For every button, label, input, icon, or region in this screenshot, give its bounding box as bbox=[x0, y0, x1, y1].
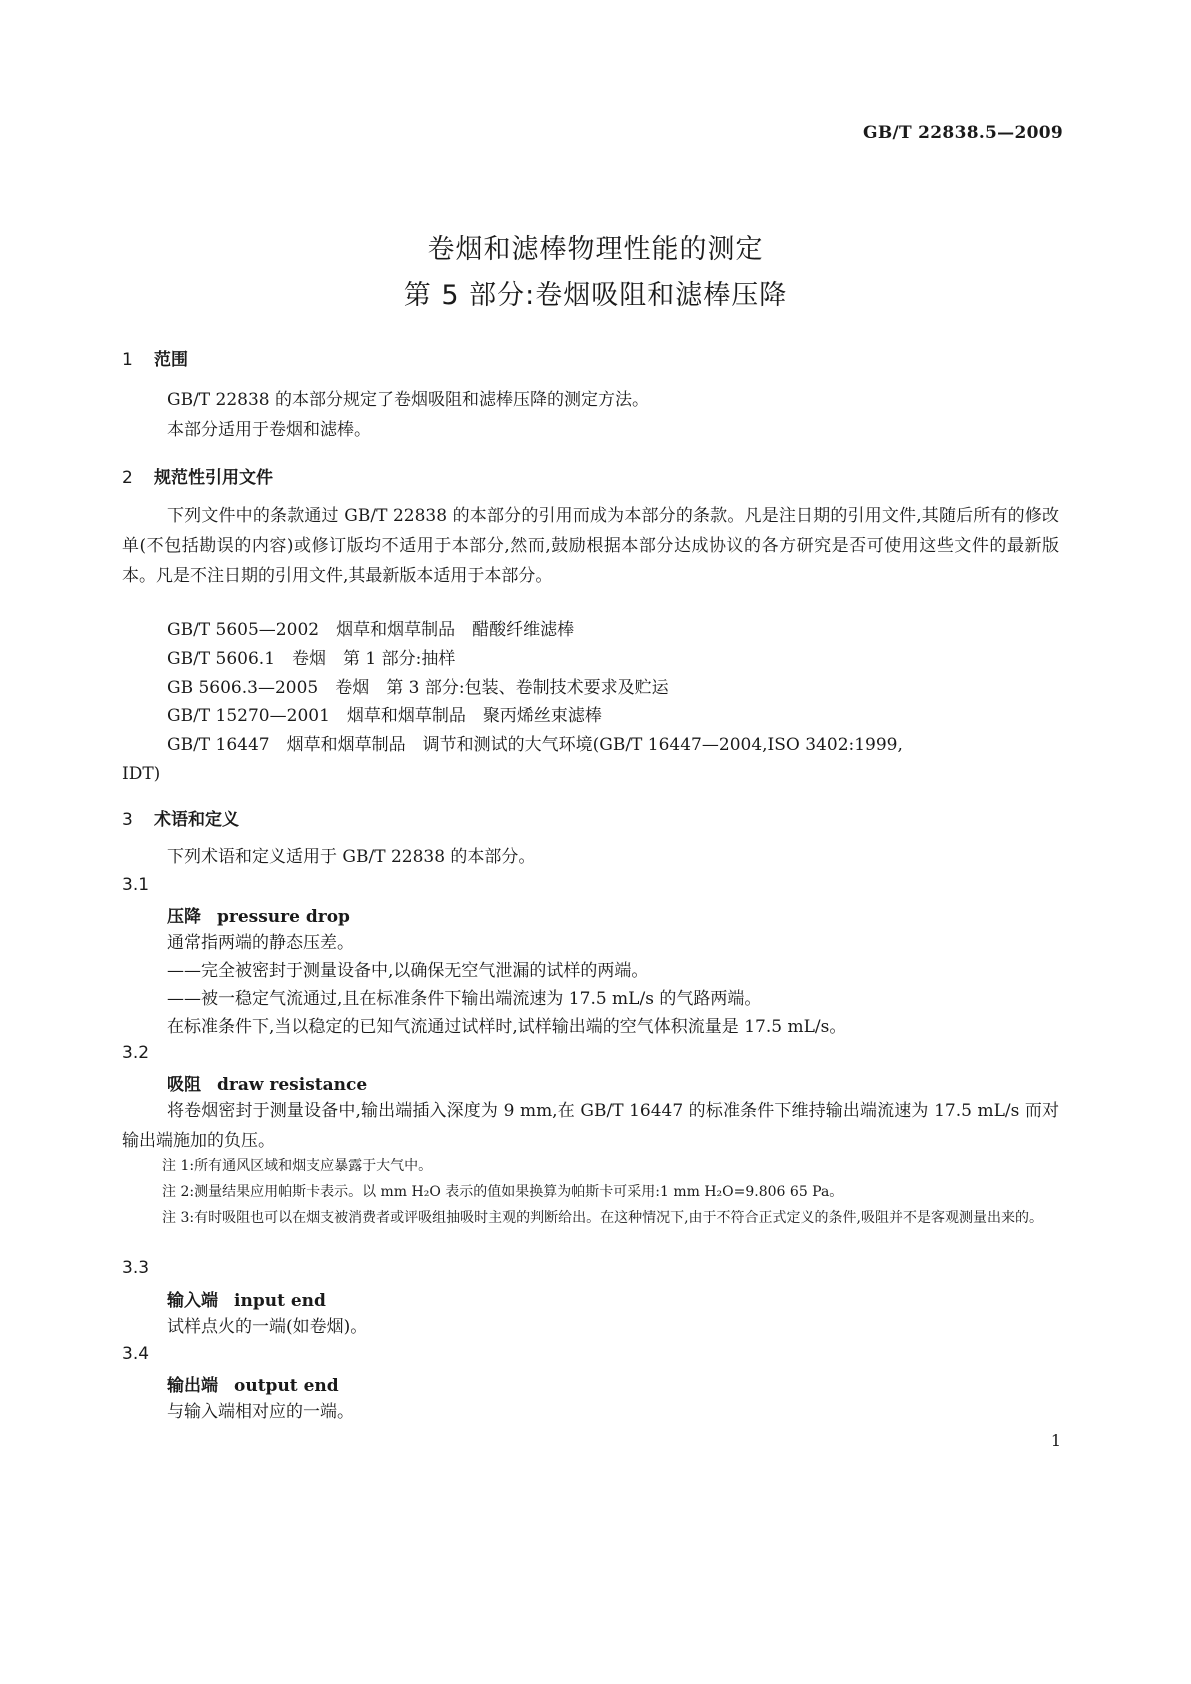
reference-item: GB/T 5605—2002 烟草和烟草制品 醋酸纤维滤棒 bbox=[167, 620, 575, 640]
note-1: 注 1:所有通风区域和烟支应暴露于大气中。 bbox=[162, 1158, 433, 1174]
term-zh: 压降 bbox=[167, 907, 201, 927]
section-3-heading bbox=[122, 805, 239, 830]
term-zh: 吸阻 bbox=[167, 1075, 201, 1095]
reference-item: GB/T 15270—2001 烟草和烟草制品 聚丙烯丝束滤棒 bbox=[167, 706, 602, 726]
definition-line: 在标准条件下,当以稳定的已知气流通过试样时,试样输出端的空气体积流量是 17.5 mL/s。 bbox=[167, 1017, 847, 1037]
paragraph: 下列文件中的条款通过 GB/T 22838 的本部分的引用而成为本部分的条款。凡是注日期的引用文件,其随后所有的修改单(不包括勘误的内容)或修订版均不适用于本部分,然而,鼓励根据本部分达成协议的各方研究是否可使用这些文件的最新版本。凡是不注日期的引用文件,其最新版本适用于本部分。 bbox=[122, 506, 1059, 586]
term-heading bbox=[167, 1286, 326, 1311]
section-number: 3 bbox=[122, 810, 133, 830]
clause-number: 3.3 bbox=[122, 1258, 150, 1278]
document-title-line2: 第 5 部分:卷烟吸阻和滤棒压降 bbox=[403, 280, 788, 311]
standard-number: GB/T 22838.5—2009 bbox=[863, 123, 1063, 143]
page-number: 1 bbox=[1050, 1431, 1061, 1450]
note-3: 注 3:有时吸阻也可以在烟支被消费者或评吸组抽吸时主观的判断给出。在这种情况下,由于不符合正式定义的条件,吸阻并不是客观测量出来的。 bbox=[162, 1210, 1043, 1226]
note-2: 注 2:测量结果应用帕斯卡表示。以 mm H₂O 表示的值如果换算为帕斯卡可采用:1 mm H₂O=9.806 65 Pa。 bbox=[162, 1184, 844, 1200]
term-heading bbox=[167, 1070, 367, 1095]
term-en: output end bbox=[234, 1376, 339, 1396]
definition-line: ——被一稳定气流通过,且在标准条件下输出端流速为 17.5 mL/s 的气路两端。 bbox=[167, 989, 762, 1009]
section-1-heading bbox=[122, 345, 188, 370]
clause-number: 3.4 bbox=[122, 1344, 150, 1364]
section-2-heading bbox=[122, 463, 273, 488]
term-en: input end bbox=[234, 1291, 326, 1311]
section-number: 2 bbox=[122, 468, 133, 488]
term-zh: 输出端 bbox=[167, 1376, 218, 1396]
term-zh: 输入端 bbox=[167, 1291, 218, 1311]
document-title-line1: 卷烟和滤棒物理性能的测定 bbox=[427, 234, 764, 265]
reference-item: GB/T 16447 烟草和烟草制品 调节和测试的大气环境(GB/T 16447—2004,ISO 3402:1999, bbox=[167, 735, 903, 755]
clause-number: 3.2 bbox=[122, 1043, 150, 1063]
definition-line: ——完全被密封于测量设备中,以确保无空气泄漏的试样的两端。 bbox=[167, 961, 649, 981]
term-heading bbox=[167, 1371, 339, 1396]
definition-line: 通常指两端的静态压差。 bbox=[167, 933, 354, 953]
term-heading bbox=[167, 902, 350, 927]
reference-item: GB/T 5606.1 卷烟 第 1 部分:抽样 bbox=[167, 649, 456, 669]
paragraph: 下列术语和定义适用于 GB/T 22838 的本部分。 bbox=[167, 847, 536, 867]
reference-item: GB 5606.3—2005 卷烟 第 3 部分:包装、卷制技术要求及贮运 bbox=[167, 678, 669, 698]
section-number: 1 bbox=[122, 350, 133, 370]
section-title: 规范性引用文件 bbox=[154, 468, 273, 488]
section-title: 术语和定义 bbox=[154, 810, 239, 830]
term-en: pressure drop bbox=[217, 907, 350, 927]
clause-number: 3.1 bbox=[122, 875, 150, 895]
term-en: draw resistance bbox=[217, 1075, 368, 1095]
paragraph: 本部分适用于卷烟和滤棒。 bbox=[167, 420, 371, 440]
reference-item-continuation: IDT) bbox=[122, 764, 161, 784]
paragraph: GB/T 22838 的本部分规定了卷烟吸阻和滤棒压降的测定方法。 bbox=[167, 390, 650, 410]
definition: 与输入端相对应的一端。 bbox=[167, 1402, 354, 1422]
definition: 试样点火的一端(如卷烟)。 bbox=[167, 1317, 368, 1337]
definition: 将卷烟密封于测量设备中,输出端插入深度为 9 mm,在 GB/T 16447 的标准条件下维持输出端流速为 17.5 mL/s 而对输出端施加的负压。 bbox=[122, 1101, 1059, 1151]
section-title: 范围 bbox=[154, 350, 188, 370]
